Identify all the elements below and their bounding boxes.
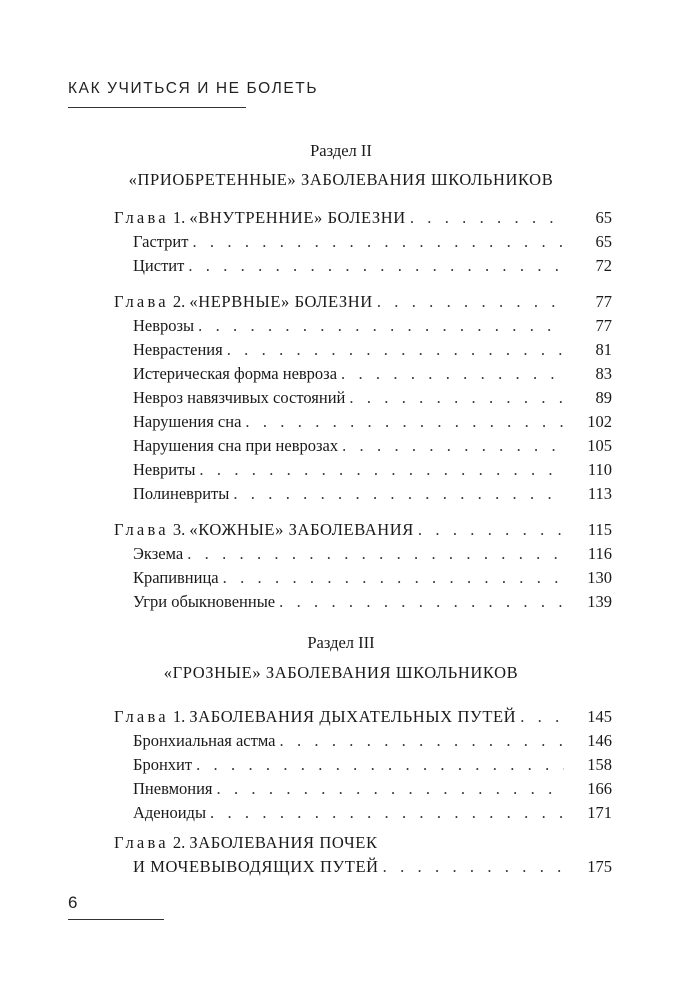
chapter-number: 3.: [172, 520, 186, 539]
chapter-prefix: Глава: [114, 208, 169, 227]
toc-item-title: Гастрит: [133, 232, 189, 251]
dot-leader: [192, 230, 564, 254]
toc-chapter-row[interactable]: [0, 206, 682, 230]
running-head-rule: [68, 107, 246, 108]
dot-leader: [245, 410, 564, 434]
toc-item-title: Истерическая форма невроза: [133, 364, 338, 383]
toc-item-row[interactable]: [0, 254, 682, 278]
page-number: 105: [587, 436, 612, 455]
dot-leader: [418, 518, 564, 542]
dot-leader: [377, 290, 564, 314]
toc-item-title: Экзема: [133, 544, 184, 563]
section-label: Раздел II: [310, 141, 372, 160]
chapter-number: 2.: [172, 833, 186, 852]
dot-leader: [210, 801, 564, 825]
toc-item-row[interactable]: [0, 314, 682, 338]
page-number: 72: [595, 256, 612, 275]
toc-item-title: Пневмония: [133, 779, 213, 798]
toc-item-row[interactable]: [0, 801, 682, 825]
chapter-title: «ВНУТРЕННИЕ» БОЛЕЗНИ: [189, 208, 406, 227]
toc-item-row[interactable]: [0, 566, 682, 590]
toc-item-row[interactable]: [0, 386, 682, 410]
dot-leader: [520, 705, 564, 729]
toc-item-title: Цистит: [133, 256, 185, 275]
toc-chapter-continuation-row[interactable]: [0, 855, 682, 879]
toc-item-row[interactable]: [0, 410, 682, 434]
toc-item-row[interactable]: [0, 777, 682, 801]
chapter-title: ЗАБОЛЕВАНИЯ ДЫХАТЕЛЬНЫХ ПУТЕЙ: [189, 707, 517, 726]
toc-item-title: Неврозы: [133, 316, 195, 335]
page-number: 166: [587, 779, 612, 798]
dot-leader: [187, 542, 564, 566]
chapter-title: «НЕРВНЫЕ» БОЛЕЗНИ: [189, 292, 373, 311]
dot-leader: [188, 254, 564, 278]
toc-item-row[interactable]: [0, 362, 682, 386]
dot-leader: [217, 777, 564, 801]
chapter-title-line2: И МОЧЕВЫВОДЯЩИХ ПУТЕЙ: [133, 857, 379, 876]
dot-leader: [410, 206, 564, 230]
page-number: 81: [595, 340, 612, 359]
toc-item-title: Невриты: [133, 460, 196, 479]
page-number: 146: [587, 731, 612, 750]
chapter-prefix: Глава: [114, 520, 169, 539]
dot-leader: [279, 590, 564, 614]
toc-item-row[interactable]: [0, 434, 682, 458]
section-title-text: «ПРИОБРЕТЕННЫЕ» ЗАБОЛЕВАНИЯ ШКОЛЬНИКОВ: [128, 170, 554, 189]
dot-leader: [198, 314, 564, 338]
chapter-prefix: Глава: [114, 833, 169, 852]
toc-item-title: Угри обыкновенные: [133, 592, 276, 611]
toc-item-title: Аденоиды: [133, 803, 207, 822]
page-number: 115: [587, 520, 612, 539]
dot-leader: [341, 362, 564, 386]
toc-item-title: Бронхит: [133, 755, 193, 774]
page-number: 139: [587, 592, 612, 611]
page-number: 89: [595, 388, 612, 407]
page-number: 113: [587, 484, 612, 503]
dot-leader: [196, 753, 564, 777]
chapter-prefix: Глава: [114, 707, 169, 726]
toc-item-row[interactable]: [0, 482, 682, 506]
chapter-title-line1: ЗАБОЛЕВАНИЯ ПОЧЕК: [189, 833, 378, 852]
page-number: 65: [595, 232, 612, 251]
chapter-number: 1.: [172, 707, 186, 726]
chapter-title: «КОЖНЫЕ» ЗАБОЛЕВАНИЯ: [189, 520, 414, 539]
page-number: 158: [587, 755, 612, 774]
dot-leader: [227, 338, 564, 362]
dot-leader: [223, 566, 564, 590]
folio-page-number: 6: [68, 893, 78, 912]
page-number: 171: [587, 803, 612, 822]
dot-leader: [199, 458, 564, 482]
dot-leader: [342, 434, 564, 458]
page-number: 83: [595, 364, 612, 383]
page-number: 130: [587, 568, 612, 587]
section-title: [0, 170, 682, 190]
page-number: 116: [587, 544, 612, 563]
page-number: 77: [595, 316, 612, 335]
toc-item-title: Нарушения сна: [133, 412, 242, 431]
section-title-text: «ГРОЗНЫЕ» ЗАБОЛЕВАНИЯ ШКОЛЬНИКОВ: [163, 663, 519, 682]
page-number: 77: [595, 292, 612, 311]
toc-item-title: Нарушения сна при неврозах: [133, 436, 339, 455]
running-head: КАК УЧИТЬСЯ И НЕ БОЛЕТЬ: [68, 80, 319, 97]
folio-rule: [68, 919, 164, 920]
dot-leader: [233, 482, 564, 506]
toc-item-row[interactable]: [0, 590, 682, 614]
dot-leader: [280, 729, 565, 753]
toc-item-title: Невроз навязчивых состояний: [133, 388, 346, 407]
dot-leader: [349, 386, 564, 410]
toc-chapter-row[interactable]: [0, 290, 682, 314]
toc-item-title: Бронхиальная астма: [133, 731, 276, 750]
chapter-prefix: Глава: [114, 292, 169, 311]
toc-item-row[interactable]: [0, 338, 682, 362]
page-number: 175: [587, 857, 612, 876]
toc-item-row[interactable]: [0, 230, 682, 254]
dot-leader: [383, 855, 564, 879]
toc-item-row[interactable]: [0, 458, 682, 482]
toc-item-title: Полиневриты: [133, 484, 230, 503]
toc-item-row[interactable]: [0, 542, 682, 566]
toc-item-row[interactable]: [0, 729, 682, 753]
chapter-number: 1.: [172, 208, 186, 227]
toc-chapter-row[interactable]: [0, 831, 682, 855]
section-label: Раздел III: [307, 633, 375, 652]
page-number: 102: [587, 412, 612, 431]
toc-chapter-row[interactable]: [0, 705, 682, 729]
chapter-number: 2.: [172, 292, 186, 311]
toc-item-title: Крапивница: [133, 568, 219, 587]
page-number: 110: [587, 460, 612, 479]
page-number: 65: [595, 208, 612, 227]
section-title: [0, 663, 682, 683]
toc-item-row[interactable]: [0, 753, 682, 777]
toc-chapter-row[interactable]: [0, 518, 682, 542]
toc-item-title: Неврастения: [133, 340, 223, 359]
page-number: 145: [587, 707, 612, 726]
